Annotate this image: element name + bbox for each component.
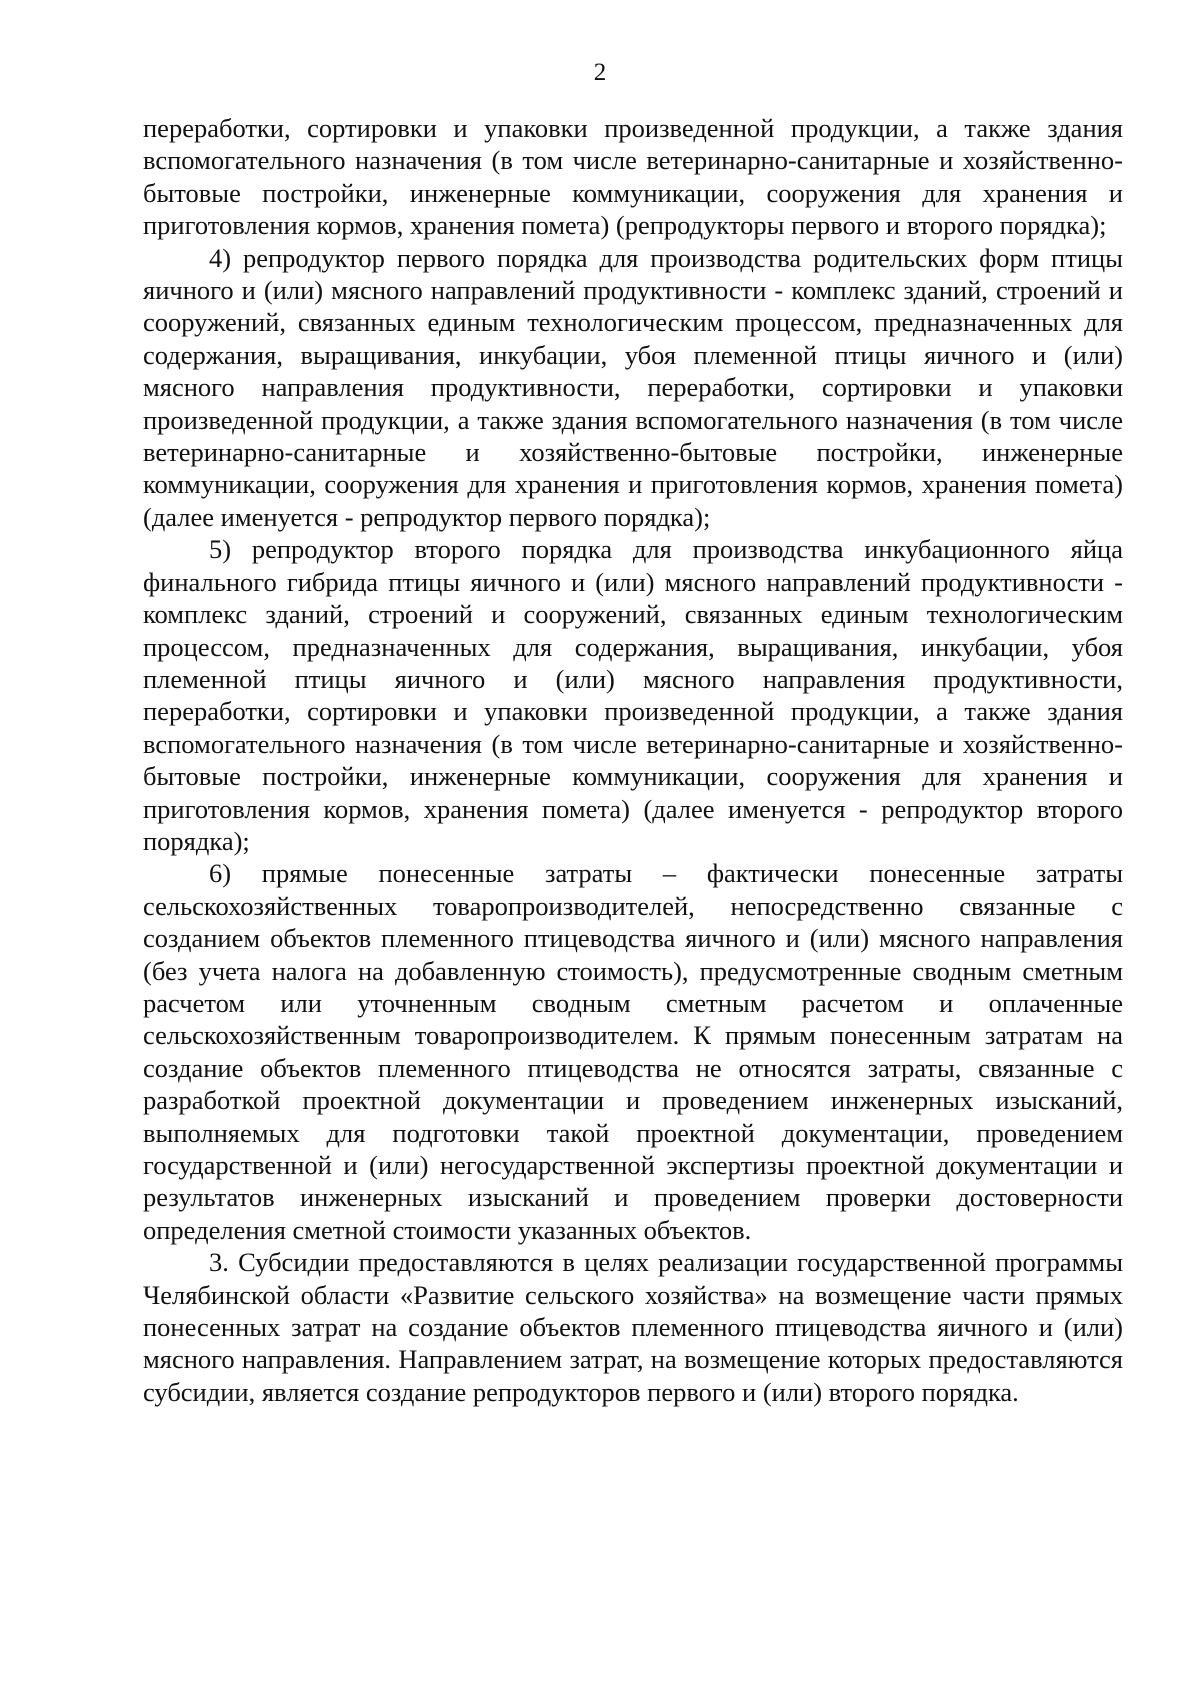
paragraph-item-6: 6) прямые понесенные затраты – фактически понесенные затраты сельскохозяйственных товаропроизводителей, непосредственно связанные с созданием объектов племенного птицеводства яичного и (или) мясного направления (без учета налога на добавленную стоимость), предусмотренные сводным сметным расчетом или уточненным сводным сметным расчетом и оплаченные сельскохозяйственным товаропроизводителем. К прямым понесенным затратам на создание объектов племенного птицеводства не относятся затраты, связанные с разработкой проектной документации и проведением инженерных изысканий, выполняемых для подготовки такой проектной документации, проведением государственной и (или) негосударственной экспертизы проектной документации и результатов инженерных изысканий и проведением проверки достоверности определения сметной стоимости указанных объектов. [143, 858, 1123, 1245]
paragraph-item-4: 4) репродуктор первого порядка для производства родительских форм птицы яичного и (или) мясного направлений продуктивности - комплекс зданий, строений и сооружений, связанных единым технологическим процессом, предназначенных для содержания, выращивания, инкубации, убоя племенной птицы яичного и (или) мясного направления продуктивности, переработки, сортировки и упаковки произведенной продукции, а также здания вспомогательного назначения (в том числе ветеринарно-санитарные и хозяйственно-бытовые постройки, инженерные коммуникации, сооружения для хранения и приготовления кормов, хранения помета) (далее именуется - репродуктор первого порядка); [143, 242, 1123, 532]
paragraph-section-3: 3. Субсидии предоставляются в целях реализации государственной программы Челябинской области «Развитие сельского хозяйства» на возмещение части прямых понесенных затрат на создание объектов племенного птицеводства яичного и (или) мясного направления. Направлением затрат, на возмещение которых предоставляются субсидии, является создание репродукторов первого и (или) второго порядка. [143, 1247, 1123, 1407]
paragraph-item-5: 5) репродуктор второго порядка для производства инкубационного яйца финального гибрида птицы яичного и (или) мясного направлений продуктивности - комплекс зданий, строений и сооружений, связанных единым технологическим процессом, предназначенных для содержания, выращивания, инкубации, убоя племенной птицы яичного и (или) мясного направления продуктивности, переработки, сортировки и упаковки произведенной продукции, а также здания вспомогательного назначения (в том числе ветеринарно-санитарные и хозяйственно-бытовые постройки, инженерные коммуникации, сооружения для хранения и приготовления кормов, хранения помета) (далее именуется - репродуктор второго порядка); [143, 534, 1123, 856]
paragraph-continuation: переработки, сортировки и упаковки произведенной продукции, а также здания вспомогательного назначения (в том числе ветеринарно-санитарные и хозяйственно-бытовые постройки, инженерные коммуникации, сооружения для хранения и приготовления кормов, хранения помета) (репродукторы первого и второго порядка); [143, 113, 1123, 241]
document-body [143, 112, 1123, 1408]
page-number: 2 [593, 59, 607, 86]
